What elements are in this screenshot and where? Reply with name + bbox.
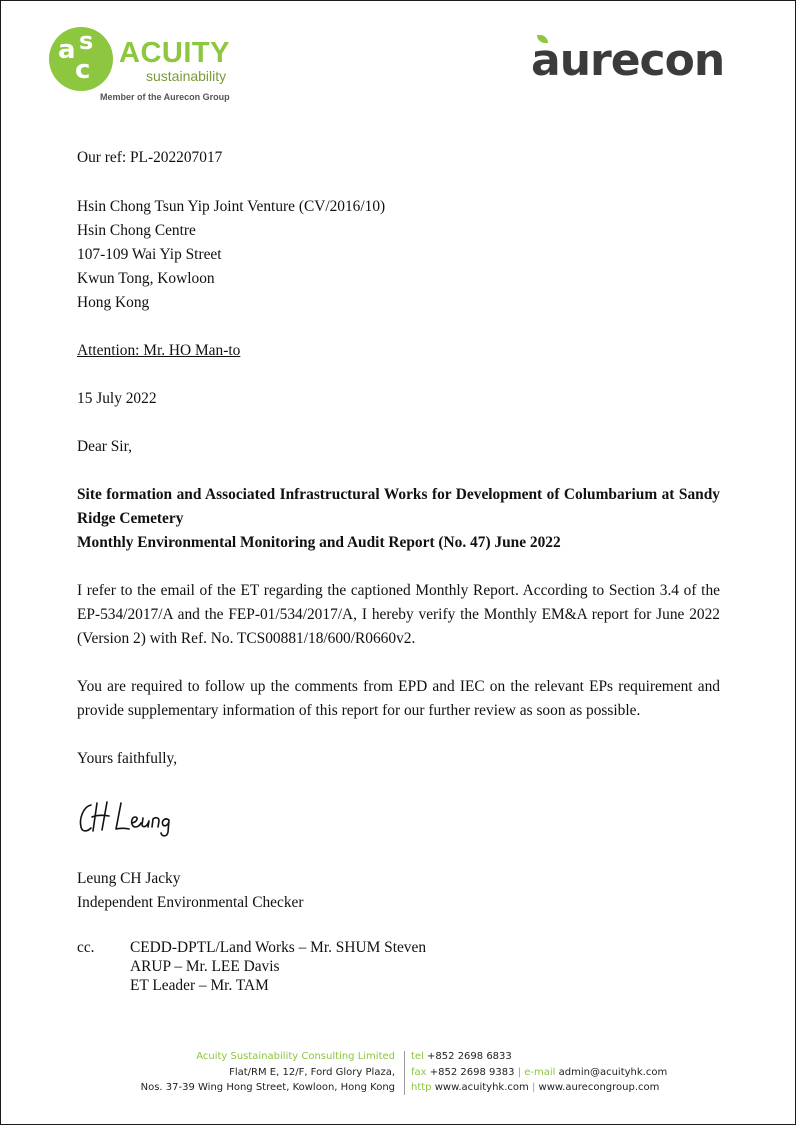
http-label: http bbox=[411, 1082, 432, 1093]
aurecon-logo-name: aurecon bbox=[531, 35, 725, 86]
salutation: Dear Sir, bbox=[77, 438, 132, 455]
handwritten-signature bbox=[77, 799, 197, 839]
acuity-logo-mark bbox=[49, 27, 113, 91]
address-line: Hsin Chong Tsun Yip Joint Venture (CV/2016/10) bbox=[77, 198, 386, 215]
footer-address-line: Nos. 37-39 Wing Hong Street, Kowloon, Hong Kong bbox=[140, 1082, 395, 1093]
website-link-aurecon[interactable]: www.aurecongroup.com bbox=[538, 1082, 660, 1093]
footer-address-block bbox=[141, 1049, 395, 1096]
fax-number: +852 2698 9383 bbox=[429, 1066, 515, 1078]
footer-contact-line bbox=[411, 1049, 667, 1065]
footer-contact-line bbox=[411, 1065, 667, 1081]
closing: Yours faithfully, bbox=[77, 750, 178, 767]
signer-name: Leung CH Jacky bbox=[77, 870, 181, 887]
address-line: Hsin Chong Centre bbox=[77, 222, 196, 239]
cc-recipient: ARUP – Mr. LEE Davis bbox=[130, 958, 280, 975]
body-paragraph-follow-up: You are required to follow up the comments from EPD and IEC on the relevant EPs requirement and provide supplementary information of this report for our further review as soon as possible. bbox=[77, 678, 720, 719]
footer-separator: | bbox=[531, 1082, 536, 1093]
cc-recipient: CEDD-DPTL/Land Works – Mr. SHUM Steven bbox=[130, 939, 427, 956]
our-reference: Our ref: PL-202207017 bbox=[77, 149, 223, 166]
tel-number: +852 2698 6833 bbox=[427, 1051, 512, 1062]
acuity-logo-subtitle: sustainability bbox=[146, 68, 227, 84]
footer-divider bbox=[404, 1051, 405, 1095]
address-line: 107-109 Wai Yip Street bbox=[77, 246, 222, 263]
subject-report-title: Monthly Environmental Monitoring and Audit Report (No. 47) June 2022 bbox=[77, 534, 561, 551]
tel-label: tel bbox=[411, 1051, 424, 1062]
body-paragraph-verification: I refer to the email of the ET regarding the captioned Monthly Report. According to Section 3.4 of the EP-534/2017/A and the FEP-01/534/2017/A, I hereby verify the Monthly EM&A report for June 2022 (Version 2) with Ref. No. TCS00881/18/600/R0660v2. bbox=[77, 582, 720, 647]
website-link-acuity[interactable]: www.acuityhk.com bbox=[434, 1082, 529, 1093]
footer-contact-line bbox=[411, 1080, 667, 1096]
cc-recipient: ET Leader – Mr. TAM bbox=[130, 977, 269, 994]
attention-line: Attention: Mr. HO Man-to bbox=[77, 342, 241, 359]
acuity-member-tagline: Member of the Aurecon Group bbox=[100, 92, 230, 102]
email-address[interactable]: admin@acuityhk.com bbox=[558, 1066, 668, 1078]
cc-label: cc. bbox=[77, 939, 95, 956]
footer-contact-block bbox=[411, 1049, 667, 1096]
signer-title: Independent Environmental Checker bbox=[77, 894, 304, 911]
logo-letter-s: s bbox=[79, 27, 94, 55]
logo-letter-c: c bbox=[75, 55, 91, 85]
address-line: Hong Kong bbox=[77, 294, 150, 311]
aurecon-logo bbox=[531, 35, 746, 91]
letterhead-footer bbox=[1, 1049, 795, 1099]
footer-separator: | bbox=[517, 1066, 522, 1078]
acuity-logo-name: ACUITY bbox=[119, 37, 230, 69]
email-label: e-mail bbox=[524, 1066, 556, 1078]
subject-title: Site formation and Associated Infrastructural Works for Development of Columbarium at Sandy Ridge Cemetery bbox=[77, 486, 720, 527]
footer-address-line: Flat/RM E, 12/F, Ford Glory Plaza, bbox=[229, 1066, 395, 1078]
logo-letter-a: a bbox=[58, 35, 76, 65]
letter-date: 15 July 2022 bbox=[77, 390, 157, 407]
address-line: Kwun Tong, Kowloon bbox=[77, 270, 215, 287]
acuity-logo bbox=[49, 27, 249, 107]
footer-company-name: Acuity Sustainability Consulting Limited bbox=[196, 1051, 395, 1062]
fax-label: fax bbox=[411, 1066, 427, 1078]
